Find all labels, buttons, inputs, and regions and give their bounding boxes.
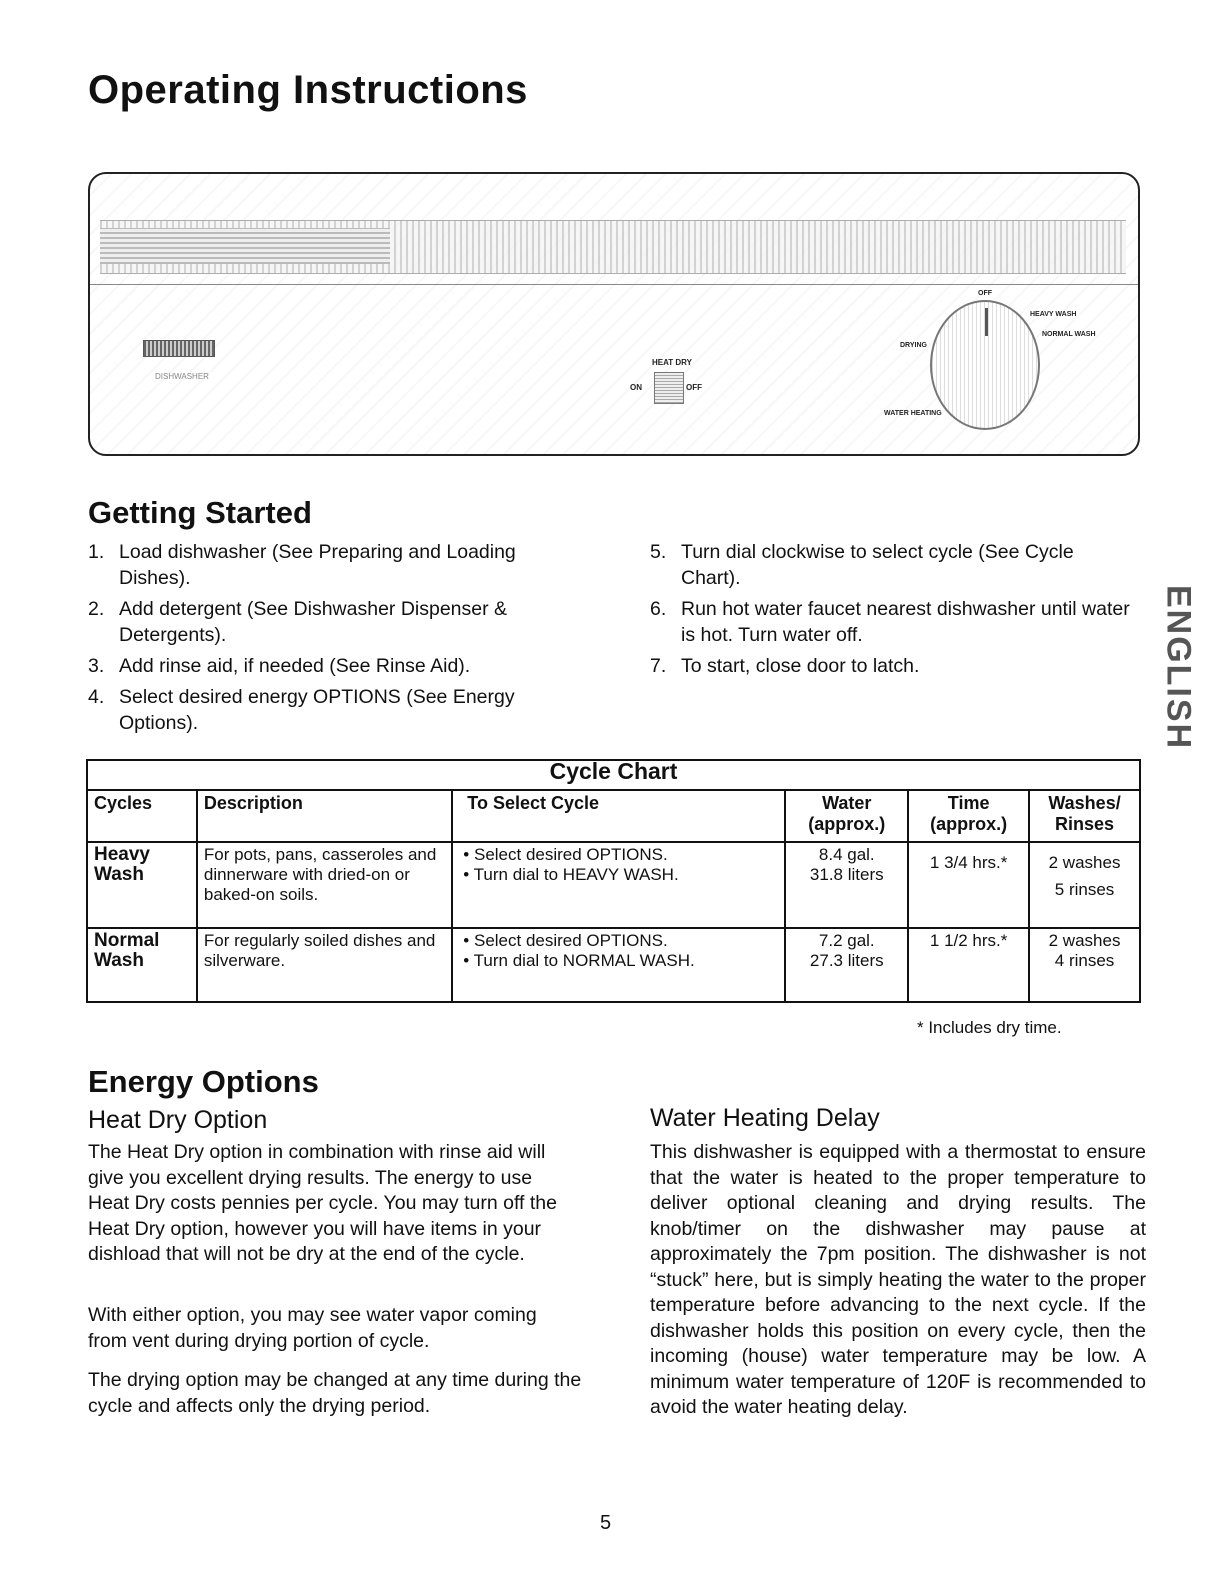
col-header-water: Water (approx.) — [785, 790, 908, 842]
step-text: To start, close door to latch. — [681, 655, 920, 677]
heat-dry-paragraph-3: The drying option may be changed at any time during the cycle and affects only the drying period. — [88, 1369, 582, 1417]
step-number: 3. — [88, 655, 105, 677]
cycle-water — [785, 928, 908, 1002]
heat-dry-off-label: OFF — [686, 383, 702, 392]
steps-right-list — [650, 539, 1135, 684]
panel-vent-bar — [100, 228, 390, 264]
cycle-chart-footnote: * Includes dry time. — [917, 1018, 1062, 1037]
getting-started-heading: Getting Started — [88, 495, 312, 530]
step-number: 5. — [650, 541, 667, 563]
cycle-chart-table — [86, 759, 1141, 1003]
water-gal: 7.2 gal. — [818, 931, 875, 950]
list-item — [650, 539, 1135, 591]
dial-drying-label: DRYING — [900, 342, 927, 349]
col-header-cycles: Cycles — [87, 790, 197, 842]
dial-normal-label: NORMAL WASH — [1042, 331, 1096, 338]
cycle-select-steps — [452, 842, 785, 928]
cycle-water — [785, 842, 908, 928]
step-text: Add detergent (See Dishwasher Dispenser & Detergents). — [119, 598, 508, 646]
list-item — [88, 596, 588, 648]
page-title: Operating Instructions — [88, 68, 528, 112]
table-row — [87, 928, 1140, 1002]
washes-count: 2 washes — [1048, 931, 1121, 950]
heat-dry-switch — [654, 372, 684, 404]
step-text: Run hot water faucet nearest dishwasher until water is hot. Turn water off. — [681, 598, 1130, 646]
water-liters: 27.3 liters — [809, 951, 884, 970]
col-header-to-select: To Select Cycle — [452, 790, 785, 842]
brand-sub: DISHWASHER — [155, 372, 209, 381]
brand-logo — [143, 340, 215, 357]
list-item — [88, 684, 588, 736]
step-number: 7. — [650, 655, 667, 677]
cycle-description: For regularly soiled dishes and silverware. — [197, 928, 452, 1002]
list-item — [88, 539, 588, 591]
step-number: 1. — [88, 541, 105, 563]
col-header-time: Time (approx.) — [908, 790, 1029, 842]
cycle-name: Heavy Wash — [87, 842, 197, 928]
cycle-time: 1 1/2 hrs.* — [908, 928, 1029, 1002]
cycle-select-steps — [452, 928, 785, 1002]
select-step: • Select desired OPTIONS. — [463, 845, 778, 865]
step-text: Turn dial clockwise to select cycle (See Cycle Chart). — [681, 541, 1074, 589]
dial-off-label: OFF — [978, 290, 992, 297]
dial-pointer — [985, 308, 988, 336]
select-step: • Turn dial to HEAVY WASH. — [463, 865, 778, 885]
list-item — [650, 653, 1135, 679]
cycle-description: For pots, pans, casseroles and dinnerware with dried-on or baked-on soils. — [197, 842, 452, 928]
list-item — [88, 653, 588, 679]
heat-dry-label: HEAT DRY — [652, 358, 692, 367]
rinses-count: 4 rinses — [1054, 951, 1115, 970]
water-liters: 31.8 liters — [809, 865, 884, 884]
heat-dry-paragraph-2: With either option, you may see water vapor coming from vent during drying portion of cycle. — [88, 1304, 537, 1352]
step-number: 2. — [88, 598, 105, 620]
language-side-tab — [1156, 565, 1200, 770]
heat-dry-heading: Heat Dry Option — [88, 1106, 268, 1134]
water-heating-heading: Water Heating Delay — [650, 1104, 880, 1132]
water-gal: 8.4 gal. — [818, 845, 875, 864]
washes-count: 2 washes — [1048, 853, 1121, 872]
step-text: Add rinse aid, if needed (See Rinse Aid). — [119, 655, 471, 677]
heat-dry-paragraph-1: The Heat Dry option in combination with rinse aid will give you excellent drying results. The energy to use Heat Dry costs pennies per cycle. You may turn off the Heat Dry option, however you will have items in your dishload that will not be dry at the end of the cycle. — [88, 1141, 557, 1265]
heat-dry-on-label: ON — [630, 383, 642, 392]
list-item — [650, 596, 1135, 648]
panel-divider — [90, 284, 1138, 285]
step-text: Select desired energy OPTIONS (See Energy Options). — [119, 686, 515, 734]
rinses-count: 5 rinses — [1054, 880, 1115, 899]
water-heating-paragraph: This dishwasher is equipped with a thermostat to ensure that the water is heated to the proper temperature to deliver optional cleaning and drying results. The knob/timer on the dishwasher may pause at approximately the 7pm position. The dishwasher is not “stuck” here, but is simply heating the water to the proper temperature before advancing to the next cycle. If the dishwasher holds this position on every cycle, then the incoming (house) water temperature may be low. A minimum water temperature of 120F is recommended to avoid the water heating delay. — [650, 1141, 1146, 1418]
language-side-tab-label: ENGLISH — [1159, 584, 1198, 751]
cycle-washes — [1029, 928, 1140, 1002]
dial-heavy-label: HEAVY WASH — [1030, 311, 1077, 318]
step-number: 4. — [88, 686, 105, 708]
select-step: • Select desired OPTIONS. — [463, 931, 778, 951]
cycle-chart-title: Cycle Chart — [87, 760, 1140, 790]
steps-left-list — [88, 539, 588, 741]
cycle-time: 1 3/4 hrs.* — [908, 842, 1029, 928]
page-number: 5 — [600, 1512, 612, 1534]
col-header-description: Description — [197, 790, 452, 842]
step-number: 6. — [650, 598, 667, 620]
cycle-name: Normal Wash — [87, 928, 197, 1002]
table-row — [87, 842, 1140, 928]
cycle-washes — [1029, 842, 1140, 928]
select-step: • Turn dial to NORMAL WASH. — [463, 951, 778, 971]
col-header-washes: Washes/ Rinses — [1029, 790, 1140, 842]
energy-options-heading: Energy Options — [88, 1064, 319, 1099]
step-text: Load dishwasher (See Preparing and Loading Dishes). — [119, 541, 516, 589]
dial-water-heating-label: WATER HEATING — [884, 410, 942, 417]
